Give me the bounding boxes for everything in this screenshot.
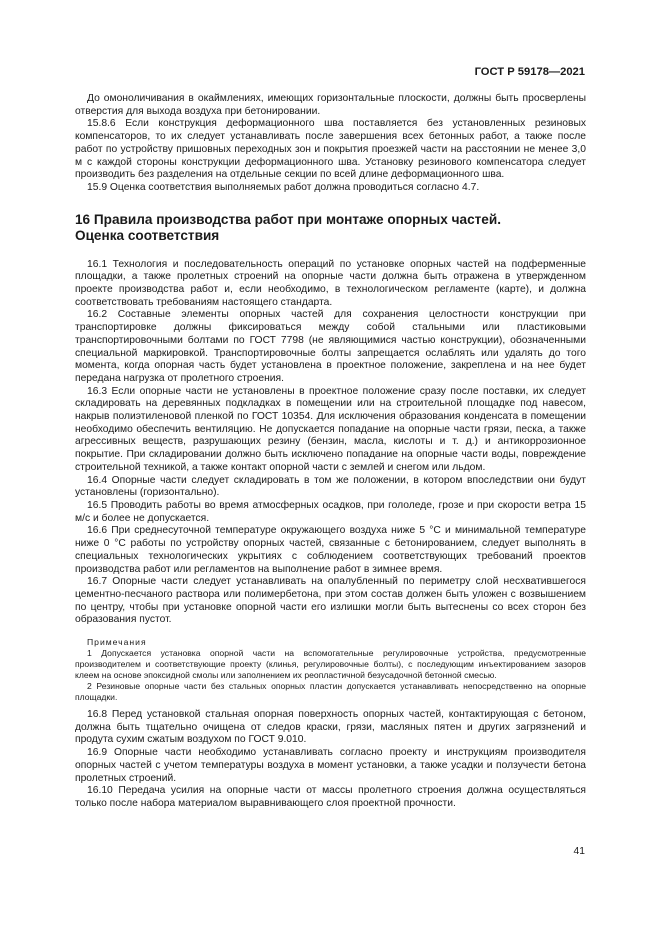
paragraph: 16.9 Опорные части необходимо устанавливать согласно проекту и инструкциям производителя опорных частей с учетом температуры воздуха в момент установки, а также усадки и ползучести бетона пролетных строений.: [75, 747, 586, 784]
paragraph: 16.7 Опорные части следует устанавливать на опалубленный по периметру слой несхватившегося цементно-песчаного раствора или полимербетона, при этом состав должен быть уложен с возвышением по центру, чтобы при установке опорной части его излишки могли быть вытеснены со всех сторон без образования пустот.: [75, 576, 586, 626]
section-title-line2: Оценка соответствия: [75, 228, 220, 244]
page-number: 41: [573, 846, 585, 857]
note-item: 1 Допускается установка опорной части на вспомогательные регулировочные устройства, предусмотренные производителем и соответствующие проекту (клинья, регулировочные болты), с последующим инъектированием зазоров клеем на основе эпоксидной смолы или заполнением их реопластичной безусадочной бетонной смесью.: [75, 648, 586, 681]
section-body-continued: [75, 709, 586, 811]
section-body: [75, 259, 586, 627]
notes-heading: Примечания: [87, 637, 147, 648]
paragraph: 16.3 Если опорные части не установлены в проектное положение сразу после поставки, их следует складировать на деревянных подкладках в помещении или на строительной площадке под навесом, накрыв полиэтиленовой пленкой по ГОСТ 10354. Для исключения образования конденсата в помещении необходимо обеспечить вентиляцию. Не допускается попадание на опорные части грязи, песка, а также агрессивных веществ, разрушающих резину (бензин, масла, кислоты и т. д.) и антикоррозионное покрытие. При складировании должно быть исключено попадание на опорные части воды, повреждение строительной техникой, а также контакт опорной части с землей и снегом или льдом.: [75, 385, 586, 473]
top-section: [75, 93, 586, 195]
paragraph: 16.2 Составные элементы опорных частей для сохранения целостности конструкции при транспортировке должны фиксироваться между собой стальными или пластиковыми транспортировочными болтами по ГОСТ 7798 (не являющимися частью конструкции), обозначенными специальной маркировкой. Транспортировочные болты запрещается ослаблять или удалять до того момента, когда опорная часть будет установлена в проектное положение, закреплена и на нее будет передана нагрузка от пролетного строения.: [75, 309, 586, 384]
paragraph: 15.9 Оценка соответствия выполняемых работ должна проводиться согласно 4.7.: [87, 181, 480, 193]
paragraph: 16.1 Технология и последовательность операций по установке опорных частей на подферменные площадки, а также пролетных строений на опорные части должна быть отражена в утвержденном проекте производства работ и, если необходимо, в технологическом регламенте (карте), и должна соответствовать требованиям настоящего стандарта.: [75, 258, 586, 308]
section-title: [75, 212, 586, 245]
paragraph: 16.4 Опорные части следует складировать в том же положении, в котором впоследствии они будут установлены (горизонтально).: [75, 474, 586, 499]
paragraph: 16.6 При среднесуточной температуре окружающего воздуха ниже 5 °C и минимальной температуре ниже 0 °C работы по устройству опорных частей, связанные с бетонированием, следует выполнять в специальных технологических укрытиях с соблюдением соответствующих требований проектов производства работ или регламентов на выполнение работ в зимнее время.: [75, 525, 586, 575]
paragraph: 16.8 Перед установкой стальная опорная поверхность опорных частей, контактирующая с бетоном, должна быть тщательно очищена от следов краски, грязи, масляных пятен и других загрязнений и продута сухим сжатым воздухом по ГОСТ 9.010.: [75, 709, 586, 746]
paragraph: 16.10 Передача усилия на опорные части от массы пролетного строения должна осуществляться только после набора материалом выравнивающего слоя проектной прочности.: [75, 785, 586, 809]
notes-block: [75, 637, 586, 703]
page-content: [75, 93, 586, 811]
paragraph: 16.5 Проводить работы во время атмосферных осадков, при гололеде, грозе и при скорости ветра 15 м/с и более не допускается.: [75, 499, 586, 524]
section-title-line1: 16 Правила производства работ при монтаже опорных частей.: [75, 211, 501, 227]
paragraph: 15.8.6 Если конструкция деформационного шва поставляется без установленных резиновых компенсаторов, то их следует устанавливать после завершения всех бетонных работ, а также после работ по устройству пришовных переходных зон и покрытия проезжей части на расстоянии не менее 3,0 м с каждой стороны конструкции деформационного шва. Установку резинового компенсатора следует производить без разделения на отдельные секции по всей длине деформационного шва.: [75, 118, 586, 181]
document-standard-header: ГОСТ Р 59178—2021: [474, 66, 585, 78]
paragraph: До омоноличивания в окаймлениях, имеющих горизонтальные плоскости, должны быть просверлены отверстия для выхода воздуха при бетонировании.: [75, 93, 586, 117]
note-item: 2 Резиновые опорные части без стальных опорных пластин допускается устанавливать непосредственно на опорные площадки.: [75, 681, 586, 703]
